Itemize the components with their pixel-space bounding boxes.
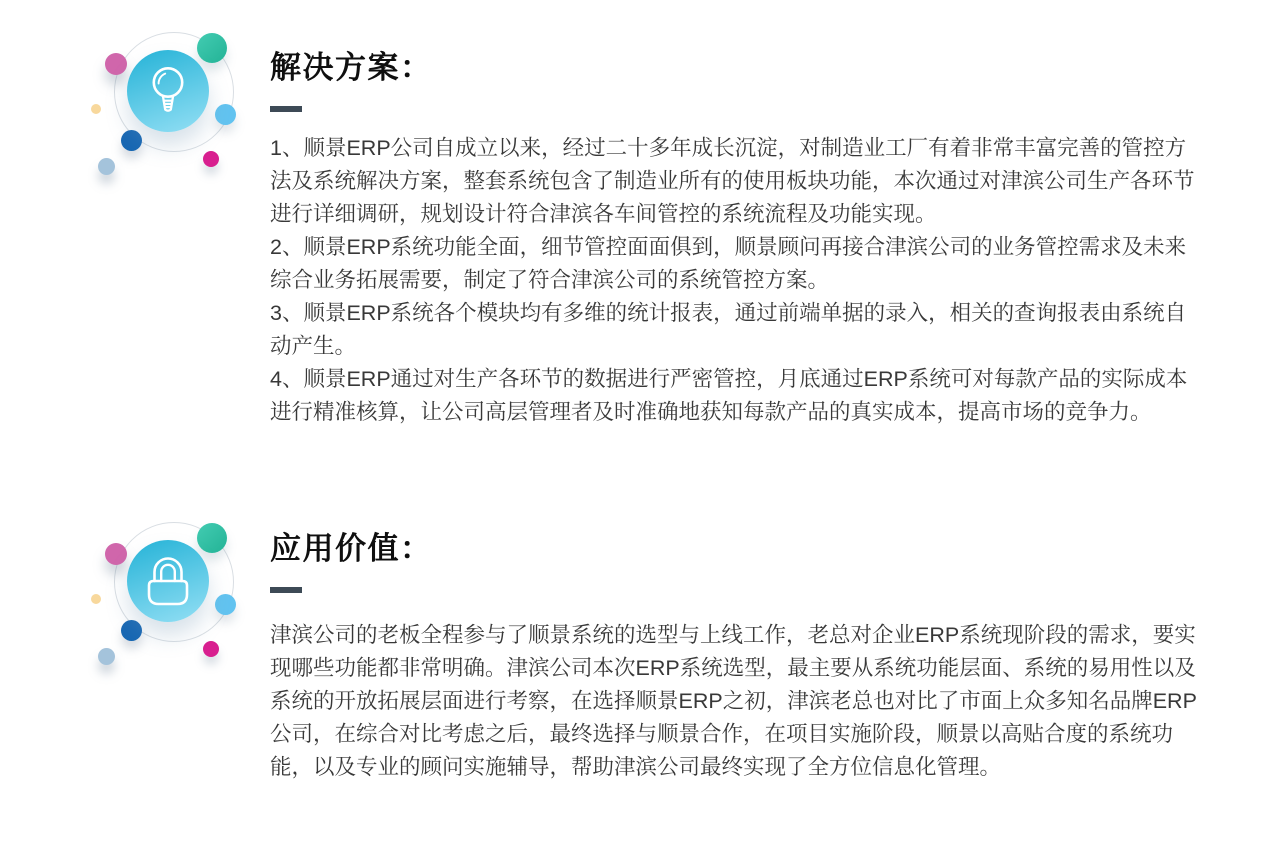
decor-dot-yellow <box>91 594 101 604</box>
application-value-content <box>270 533 1205 784</box>
decor-dot-magenta <box>203 641 219 657</box>
heading-dash <box>270 106 302 112</box>
decor-dot-pink <box>105 543 127 565</box>
decor-dot-magenta <box>203 151 219 167</box>
heading-dash <box>270 587 302 593</box>
solution-content <box>270 52 1205 429</box>
decor-dot-steel-blue <box>98 648 115 665</box>
lock-icon <box>146 557 190 606</box>
badge-circle <box>127 50 209 132</box>
paragraph: 1、顺景ERP公司自成立以来，经过二十多年成长沉淀，对制造业工厂有着非常丰富完善的管控方法及系统解决方案，整套系统包含了制造业所有的使用板块功能，本次通过对津滨公司生产各环节进行详细调研，规划设计符合津滨各车间管控的系统流程及功能实现。 <box>270 136 1195 226</box>
application-value-title: 应用价值： <box>270 531 433 566</box>
paragraph: 4、顺景ERP通过对生产各环节的数据进行严密管控，月底通过ERP系统可对每款产品的实际成本进行精准核算，让公司高层管理者及时准确地获知每款产品的真实成本，提高市场的竞争力。 <box>270 367 1188 424</box>
paragraph: 3、顺景ERP系统各个模块均有多维的统计报表，通过前端单据的录入，相关的查询报表由系统自动产生。 <box>270 301 1187 358</box>
lightbulb-icon <box>146 66 190 116</box>
decor-dot-pink <box>105 53 127 75</box>
badge-circle <box>127 540 209 622</box>
paragraph: 津滨公司的老板全程参与了顺景系统的选型与上线工作，老总对企业ERP系统现阶段的需求，要实现哪些功能都非常明确。津滨公司本次ERP系统选型，最主要从系统功能层面、系统的易用性以及系统的开放拓展层面进行考察，在选择顺景ERP之初，津滨老总也对比了市面上众多知名品牌ERP公司，在综合对比考虑之后，最终选择与顺景合作，在项目实施阶段，顺景以高贴合度的系统功能，以及专业的顾问实施辅导，帮助津滨公司最终实现了全方位信息化管理。 <box>270 623 1197 779</box>
decor-dot-steel-blue <box>98 158 115 175</box>
decor-dot-yellow <box>91 104 101 114</box>
application-value-paragraphs <box>270 619 1205 784</box>
lock-badge <box>88 518 258 678</box>
decor-dot-dark-blue <box>121 620 142 641</box>
paragraph: 2、顺景ERP系统功能全面，细节管控面面俱到，顺景顾问再接合津滨公司的业务管控需求及未来综合业务拓展需要，制定了符合津滨公司的系统管控方案。 <box>270 235 1187 292</box>
decor-dot-teal <box>197 523 227 553</box>
lightbulb-badge <box>88 28 258 188</box>
decor-dot-teal <box>197 33 227 63</box>
decor-dot-dark-blue <box>121 130 142 151</box>
decor-dot-light-blue <box>215 594 236 615</box>
solution-paragraphs <box>270 132 1205 429</box>
solution-title: 解决方案： <box>270 50 433 85</box>
decor-dot-light-blue <box>215 104 236 125</box>
